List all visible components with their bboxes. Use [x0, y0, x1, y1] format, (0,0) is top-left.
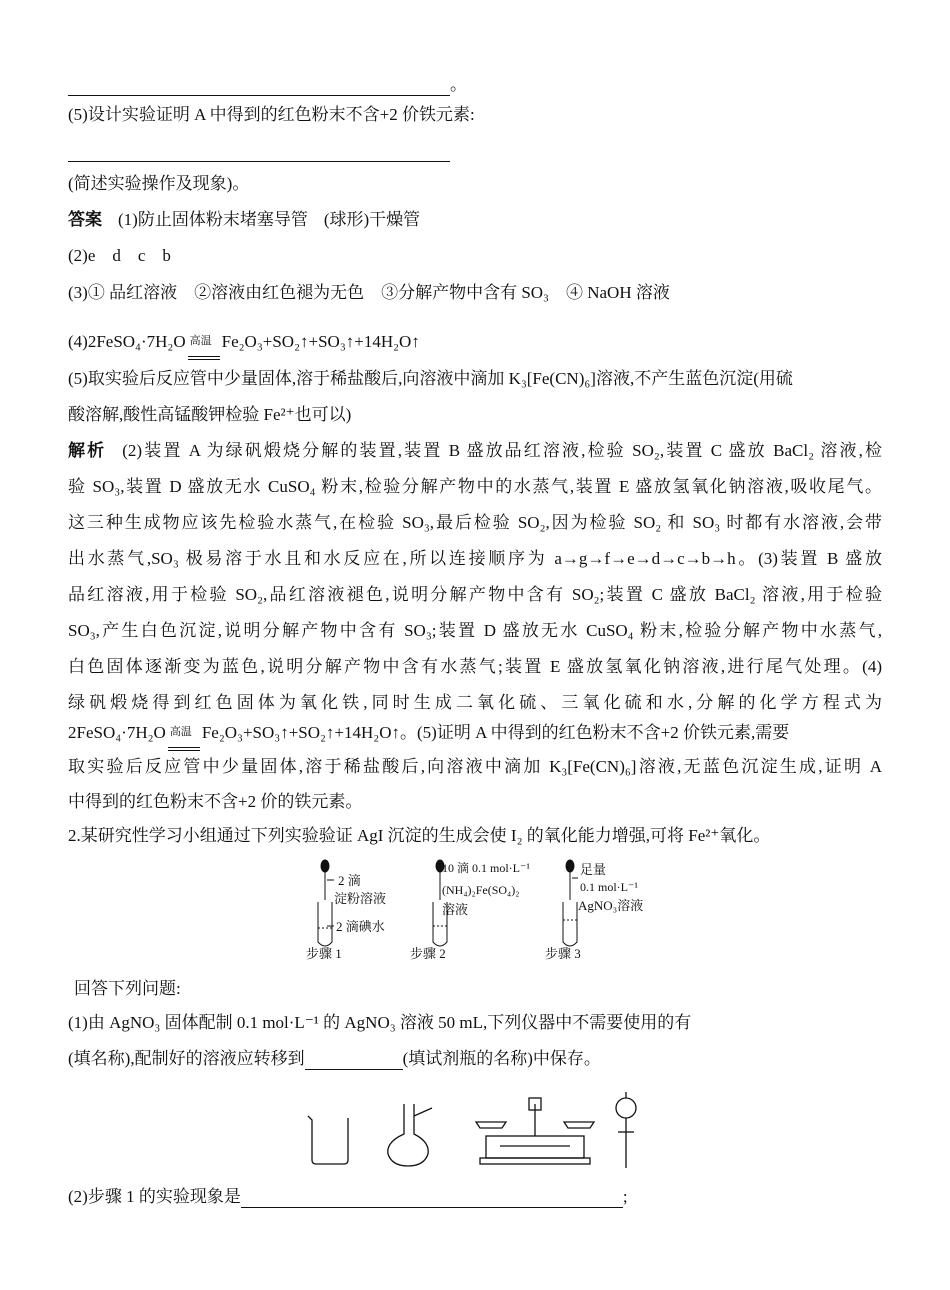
- step3-label-a: 足量: [580, 862, 607, 877]
- part1-text-b: (填试剂瓶的名称)中保存。: [402, 1049, 601, 1068]
- condition-label: 高温: [189, 335, 212, 347]
- answer-blank[interactable]: [68, 77, 450, 96]
- separatory-funnel-icon: [616, 1092, 636, 1168]
- answer-lead: 回答下列问题:: [74, 979, 181, 998]
- step2-label-b: (NH₄)₂Fe(SO₄)₂: [442, 883, 520, 897]
- answer-5-line2: 酸溶解,酸性高锰酸钾检验 Fe²⁺也可以): [68, 405, 352, 424]
- answer-blank[interactable]: [68, 143, 450, 162]
- answer-4: [68, 331, 420, 353]
- step2-caption: 步骤 2: [410, 946, 446, 961]
- analysis-line-10: 取实验后反应管中少量固体,溶于稀盐酸后,向溶液中滴加 K₃[Fe(CN)₆]溶液,无蓝色沉淀生成,证明 A: [68, 757, 882, 776]
- step3-caption: 步骤 3: [545, 946, 581, 961]
- analysis-line-3: 这三种生成物应该先检验水蒸气,在检验 SO₃,最后检验 SO₂,因为检验 SO₂ 和 SO₃ 时都有水溶液,会带: [68, 513, 882, 532]
- analysis-line-7: 白色固体逐渐变为蓝色,说明分解产物中含有水蒸气;装置 E 盛放氢氧化钠溶液,进行尾气处理。(4): [68, 657, 882, 676]
- test-tube-icon: [563, 902, 577, 946]
- analysis-line-4: 出水蒸气,SO₃ 极易溶于水且和水反应在,所以连接顺序为 a→g→f→e→d→c→b→h。(3)装置 B 盛放: [68, 549, 882, 568]
- step1-label-b: 淀粉溶液: [334, 891, 387, 906]
- equation-left: 2FeSO₄·7H₂O: [68, 723, 166, 742]
- equation-right: Fe₂O₃+SO₂↑+SO₃↑+14H₂O↑: [221, 332, 420, 351]
- equals-bar: [168, 747, 200, 751]
- analysis-line-1: [68, 440, 882, 462]
- analysis-equation: [68, 722, 789, 744]
- analysis-line-5: 品红溶液,用于检验 SO₂,品红溶液褪色,说明分解产物中含有 SO₂;装置 C 盛放 BaCl₂ 溶液,用于检验: [68, 585, 882, 604]
- answer-5-line1: (5)取实验后反应管中少量固体,溶于稀盐酸后,向溶液中滴加 K₃[Fe(CN)₆]溶液,不产生蓝色沉淀(用硫: [68, 369, 793, 388]
- part1-text-a: (填名称),配制好的溶液应转移到: [68, 1049, 305, 1068]
- analysis-line-8: 绿矾煅烧得到红色固体为氧化铁,同时生成二氧化硫、三氧化硫和水,分解的化学方程式为: [68, 693, 882, 712]
- q5-prompt: (5)设计实验证明 A 中得到的红色粉末不含+2 价铁元素:: [68, 105, 475, 124]
- analysis-text-1: (2)装置 A 为绿矾煅烧分解的装置,装置 B 盛放品红溶液,检验 SO₂,装置 C 盛放 BaCl₂ 溶液,检: [122, 441, 882, 460]
- equation-right: Fe₂O₃+SO₃↑+SO₂↑+14H₂O↑。(5)证明 A 中得到的红色粉末不含+2 价铁元素,需要: [201, 723, 790, 742]
- beaker-icon: [308, 1116, 348, 1164]
- step3-label-b: 0.1 mol·L⁻¹: [580, 880, 638, 894]
- line-end-mark: 。: [450, 75, 467, 94]
- answer-3: (3)① 品红溶液 ②溶液由红色褪为无色 ③分解产物中含有 SO₃ ④ NaOH 溶液: [68, 283, 670, 302]
- answer-2: (2)e d c b: [68, 246, 171, 265]
- question-2-part-2: [68, 1186, 628, 1208]
- test-tube-icon: [318, 902, 332, 946]
- equation-left: (4)2FeSO₄·7H₂O: [68, 332, 186, 351]
- part2-end: ;: [622, 1187, 628, 1206]
- q4-answer-line: [68, 74, 467, 96]
- distilling-flask-icon: [388, 1104, 432, 1166]
- step1-label-c: 2 滴碘水: [336, 919, 385, 934]
- equals-bar: [188, 356, 220, 360]
- q5-note: (简述实验操作及现象)。: [68, 174, 250, 193]
- step3-label-c: AgNO₃溶液: [578, 898, 644, 913]
- experiment-steps-figure: [300, 856, 660, 964]
- step1-label-a: 2 滴: [338, 873, 361, 888]
- analysis-line-6: SO₃,产生白色沉淀,说明分解产物中含有 SO₃;装置 D 盛放无水 CuSO₄ 粉末,检验分解产物中水蒸气,: [68, 621, 882, 640]
- answer-1: [68, 209, 420, 231]
- answer-1-text: (1)防止固体粉末堵塞导管: [118, 210, 308, 229]
- balance-icon: [476, 1098, 594, 1164]
- analysis-line-2: 验 SO₃,装置 D 盛放无水 CuSO₄ 粉末,检验分解产物中的水蒸气,装置 E 盛放氢氧化钠溶液,吸收尾气。: [68, 477, 882, 496]
- condition-label: 高温: [169, 726, 192, 738]
- bottle-name-blank[interactable]: [305, 1051, 403, 1070]
- instruments-figure: [300, 1086, 650, 1171]
- q5-answer-line: [68, 140, 450, 162]
- step1-caption: 步骤 1: [306, 946, 342, 961]
- question-2-part-1-line-2: [68, 1048, 601, 1070]
- answer-1b-text: (球形)干燥管: [323, 210, 421, 229]
- step2-label-a: 10 滴 0.1 mol·L⁻¹: [442, 861, 530, 875]
- question-2-stem: 2.某研究性学习小组通过下列实验验证 AgI 沉淀的生成会使 I₂ 的氧化能力增强,可将 Fe²⁺氧化。: [68, 826, 771, 845]
- answer-label: 答案: [68, 210, 102, 229]
- phenomenon-blank[interactable]: [241, 1189, 623, 1208]
- question-2-part-1-line-1: (1)由 AgNO₃ 固体配制 0.1 mol·L⁻¹ 的 AgNO₃ 溶液 50 mL,下列仪器中不需要使用的有: [68, 1013, 692, 1032]
- analysis-label: 解析: [68, 441, 107, 460]
- analysis-line-11: 中得到的红色粉末不含+2 价的铁元素。: [68, 792, 363, 811]
- step2-label-c: 溶液: [442, 902, 469, 917]
- dropper-icon: [566, 860, 574, 900]
- part2-text: (2)步骤 1 的实验现象是: [68, 1187, 241, 1206]
